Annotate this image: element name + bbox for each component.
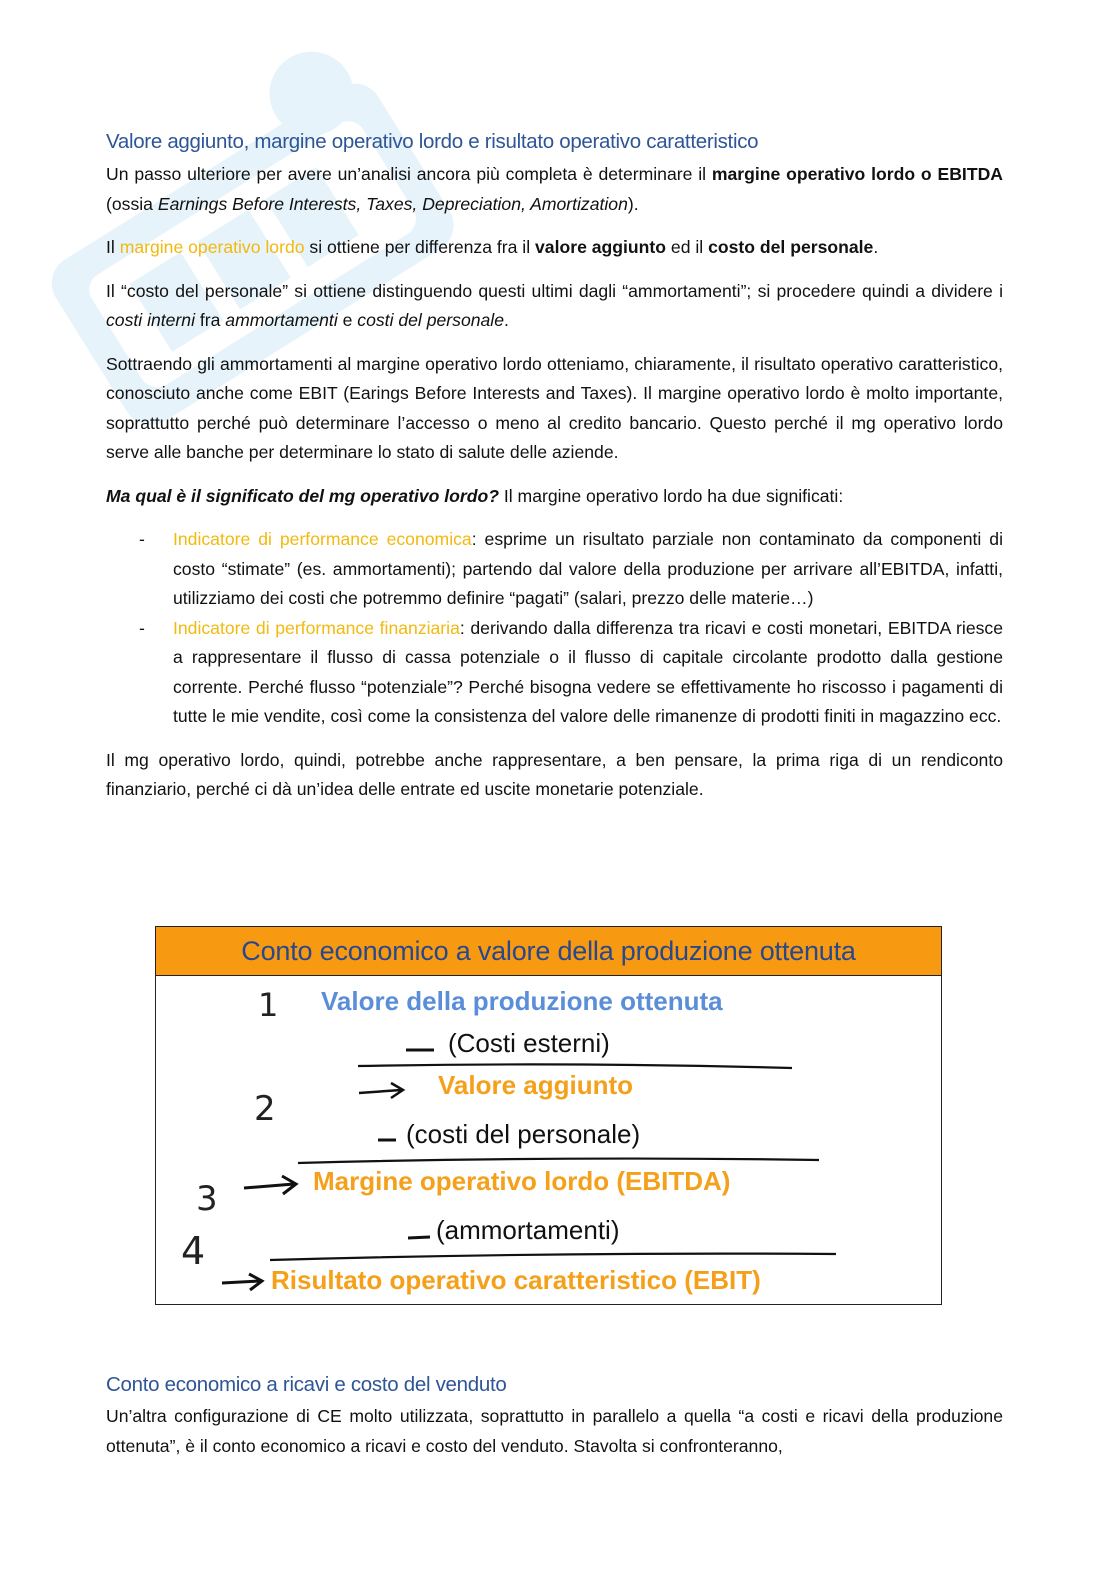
row-ammortamenti: (ammortamenti) bbox=[436, 1215, 620, 1245]
row-costi-esterni: (Costi esterni) bbox=[448, 1028, 610, 1058]
paragraph-ebit: Sottraendo gli ammortamenti al margine operativo lordo otteniamo, chiaramente, il risultato operativo caratteristico, conosciuto anche come EBIT (Earings Before Interests and Taxes). Il margine operativo lordo è molto importante, soprattutto perché può determinare l’accesso o meno al credito bancario. Questo perché il mg operativo lordo serve alle banche per determinare lo stato di salute delle aziende. bbox=[106, 353, 1003, 462]
page-content bbox=[106, 130, 1003, 819]
paragraph-question: Ma qual è il significato del mg operativo lordo? Il margine operativo lordo ha due significati: bbox=[106, 485, 844, 506]
paragraph-definition: Il margine operativo lordo si ottiene per differenza fra il valore aggiunto ed il costo del personale. bbox=[106, 237, 879, 257]
figure-header: Conto economico a valore della produzione ottenuta bbox=[156, 927, 941, 976]
arrow-icon bbox=[222, 1274, 262, 1290]
row-costi-personale: (costi del personale) bbox=[406, 1119, 641, 1149]
list-item: - Indicatore di performance economica: esprime un risultato parziale non contaminato da componenti di costo “stimate” (es. ammortamenti); partendo dal valore della produzione per arrivare all’EBITDA, infatti, utilizziamo dei costi che potremmo definire “pagati” (salari, prezzo delle materie…) bbox=[106, 525, 1003, 614]
paragraph-conclusion: Il mg operativo lordo, quindi, potrebbe anche rappresentare, a ben pensare, la prima riga di un rendiconto finanziario, perché ci dà un’idea delle entrate ed uscite monetarie potenziale. bbox=[106, 749, 1003, 799]
paragraph-intro: Un passo ulteriore per avere un’analisi ancora più completa è determinare il margine operativo lordo o EBITDA (ossia Earnings Before Interests, Taxes, Depreciation, Amortization). bbox=[106, 164, 1003, 214]
row-risultato-operativo: Risultato operativo caratteristico (EBIT) bbox=[271, 1265, 761, 1295]
arrow-icon bbox=[244, 1176, 296, 1194]
paragraph-section2: Un’altra configurazione di CE molto utilizzata, soprattutto in parallelo a quella “a costi e ricavi della produzione ottenuta”, è il conto economico a ricavi e costo del venduto. Stavolta si confronteranno, bbox=[106, 1406, 1003, 1456]
meanings-list bbox=[106, 525, 1003, 732]
arrow-icon bbox=[359, 1083, 403, 1098]
row-valore-produzione: Valore della produzione ottenuta bbox=[321, 986, 723, 1016]
step-number-3: 3 bbox=[196, 1179, 218, 1219]
subtotal-line bbox=[270, 1254, 836, 1260]
row-margine-operativo-lordo: Margine operativo lordo (EBITDA) bbox=[313, 1166, 731, 1196]
minus-sign bbox=[408, 1237, 430, 1238]
section-title: Valore aggiunto, margine operativo lordo e risultato operativo caratteristico bbox=[106, 130, 759, 153]
paragraph-costo-personale: Il “costo del personale” si ottiene distinguendo questi ultimi dagli “ammortamenti”; si procedere quindi a dividere i costi interni fra ammortamenti e costi del personale. bbox=[106, 280, 1003, 330]
step-number-2: 2 bbox=[254, 1089, 276, 1129]
subtotal-line bbox=[358, 1064, 792, 1068]
figure-body bbox=[156, 976, 941, 1303]
section-title-2: Conto economico a ricavi e costo del venduto bbox=[106, 1373, 507, 1396]
step-number-1: 1 bbox=[258, 986, 279, 1024]
income-statement-figure bbox=[155, 926, 942, 1305]
subtotal-line bbox=[298, 1159, 819, 1163]
step-number-4: 4 bbox=[181, 1229, 206, 1273]
row-valore-aggiunto: Valore aggiunto bbox=[438, 1070, 634, 1100]
list-item: - Indicatore di performance finanziaria: derivando dalla differenza tra ricavi e costi monetari, EBITDA riesce a rappresentare il flusso di cassa potenziale o il flusso di capitale circolante prodotto dalla gestione corrente. Perché flusso “potenziale”? Perché bisogna vedere se effettivamente ho riscosso i pagamenti di tutte le mie vendite, così come la consistenza del valore delle rimanenze di prodotti finiti in magazzino ecc. bbox=[106, 614, 1003, 732]
